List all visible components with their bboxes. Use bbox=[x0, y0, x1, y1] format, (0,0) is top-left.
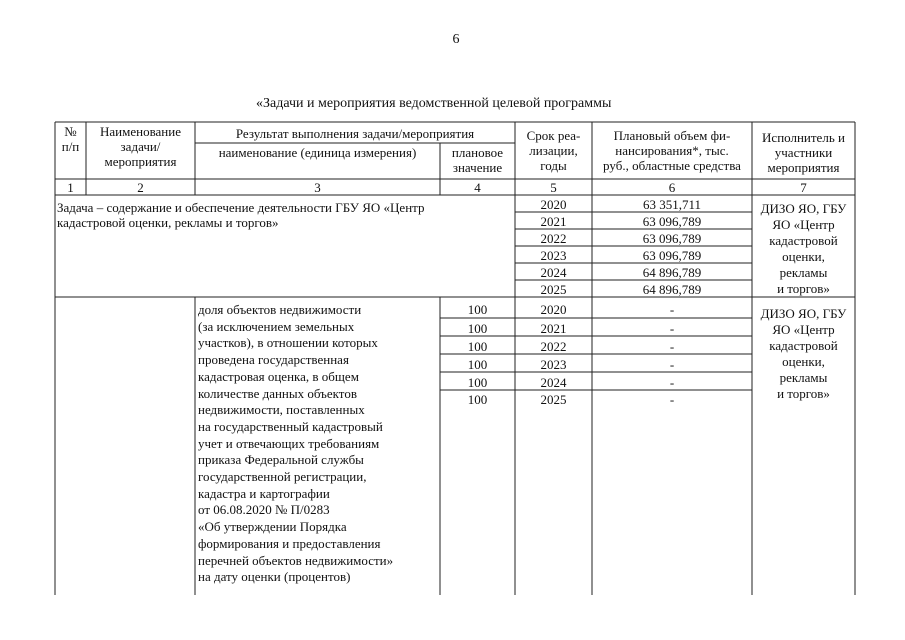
task-amount: 63 096,789 bbox=[642, 231, 702, 246]
indicator-value: 100 bbox=[467, 302, 488, 317]
col-number: 1 bbox=[67, 180, 74, 195]
indicator-value: 100 bbox=[467, 392, 488, 407]
task-year: 2021 bbox=[540, 214, 567, 229]
task-amount: 63 096,789 bbox=[642, 214, 702, 229]
col-number: 4 bbox=[474, 180, 481, 195]
col-number: 2 bbox=[137, 180, 144, 195]
task-year: 2024 bbox=[540, 265, 567, 280]
indicator-value: 100 bbox=[467, 375, 488, 390]
task-text: Задача – содержание и обеспечение деятельности ГБУ ЯО «Центр кадастровой оценки, рекламы и торгов» bbox=[57, 200, 425, 230]
header-period: Срок реа- лизации, годы bbox=[526, 128, 581, 173]
col-number: 3 bbox=[314, 180, 321, 195]
indicator-value: 100 bbox=[467, 321, 488, 336]
indicator-year: 2023 bbox=[540, 357, 567, 372]
header-result-name: наименование (единица измерения) bbox=[218, 145, 417, 160]
indicator-text: доля объектов недвижимости (за исключением земельных участков), в отношении которых проведена государственная кадастровая оценка, в общем количестве данных объектов недвижимости, поставленных на государственный кадастровый учет и отвечающих требованиям приказа Федеральной службы государственной регистрации, кадастра и картографии от 06.08.2020 № П/0283 «Об утверждении Порядка формирования и предоставления перечней объектов недвижимости» на дату оценки (процентов) bbox=[198, 302, 394, 585]
header-num: № п/п bbox=[61, 124, 80, 154]
indicator-amount: - bbox=[669, 302, 675, 317]
task-amount: 63 096,789 bbox=[642, 248, 702, 263]
indicator-amount: - bbox=[669, 339, 675, 354]
task-year: 2022 bbox=[540, 231, 567, 246]
indicator-value: 100 bbox=[467, 339, 488, 354]
indicator-year: 2021 bbox=[540, 321, 567, 336]
indicator-year: 2020 bbox=[540, 302, 567, 317]
task-year: 2020 bbox=[540, 197, 567, 212]
indicator-amount: - bbox=[669, 357, 675, 372]
task-executor: ДИЗО ЯО, ГБУ ЯО «Центр кадастровой оценки, рекламы и торгов» bbox=[760, 201, 847, 296]
header-result-group: Результат выполнения задачи/мероприятия bbox=[235, 126, 475, 141]
header-finance: Плановый объем фи- нансирования*, тыс. руб., областные средства bbox=[603, 128, 741, 173]
indicator-executor: ДИЗО ЯО, ГБУ ЯО «Центр кадастровой оценки, рекламы и торгов» bbox=[760, 306, 847, 401]
col-number: 5 bbox=[550, 180, 557, 195]
indicator-year: 2025 bbox=[540, 392, 567, 407]
task-amount: 63 351,711 bbox=[642, 197, 702, 212]
indicator-amount: - bbox=[669, 392, 675, 407]
page-title: «Задачи и мероприятия ведомственной целевой программы bbox=[256, 96, 612, 111]
col-number: 6 bbox=[668, 180, 676, 195]
indicator-amount: - bbox=[669, 375, 675, 390]
col-number: 7 bbox=[800, 180, 807, 195]
page-number: 6 bbox=[452, 32, 460, 47]
task-amount: 64 896,789 bbox=[642, 282, 702, 297]
indicator-year: 2022 bbox=[540, 339, 567, 354]
indicator-amount: - bbox=[669, 321, 675, 336]
task-amount: 64 896,789 bbox=[642, 265, 702, 280]
header-name: Наименование задачи/ мероприятия bbox=[100, 124, 181, 169]
task-year: 2025 bbox=[540, 282, 567, 297]
header-result-value: плановое значение bbox=[451, 145, 504, 175]
indicator-year: 2024 bbox=[540, 375, 567, 390]
header-executor: Исполнитель и участники мероприятия bbox=[762, 130, 845, 175]
indicator-value: 100 bbox=[467, 357, 488, 372]
task-year: 2023 bbox=[540, 248, 567, 263]
